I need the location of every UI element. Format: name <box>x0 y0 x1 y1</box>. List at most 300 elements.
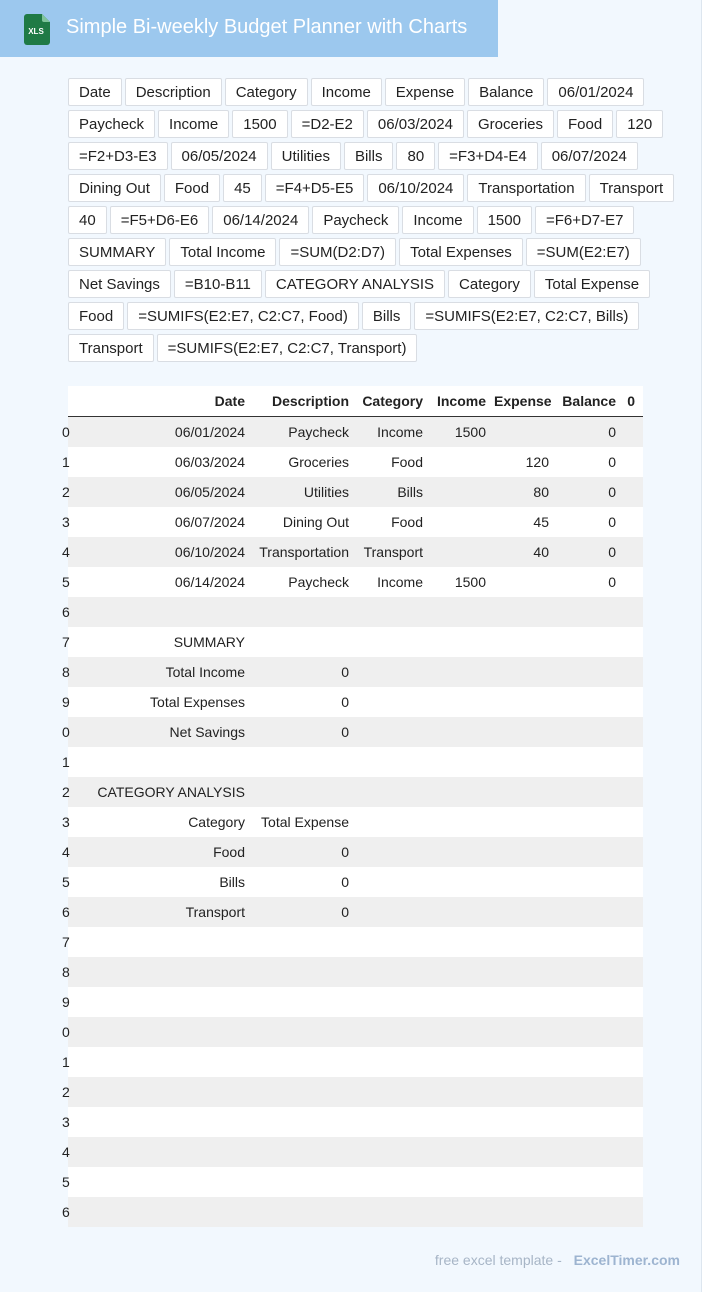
table-cell <box>624 687 643 717</box>
table-cell <box>494 867 557 897</box>
column-header: Category <box>357 386 431 417</box>
table-cell <box>253 1077 357 1107</box>
formula-cell-chip[interactable]: =F6+D7-E7 <box>535 206 635 234</box>
table-cell <box>557 597 624 627</box>
table-cell <box>431 597 494 627</box>
row-index: 7 <box>62 634 70 650</box>
table-row <box>68 987 643 1017</box>
table-cell: Income <box>377 574 423 590</box>
table-cell <box>431 1167 494 1197</box>
table-row <box>68 867 643 897</box>
table-cell <box>357 1197 431 1227</box>
table-cell <box>357 597 431 627</box>
formula-cell-chip[interactable]: =SUM(D2:D7) <box>279 238 396 266</box>
table-cell <box>431 627 494 657</box>
table-cell <box>557 1077 624 1107</box>
row-index: 6 <box>62 904 70 920</box>
formula-cell-chip[interactable]: Food <box>68 302 124 330</box>
table-cell <box>431 927 494 957</box>
table-row <box>68 1167 643 1197</box>
row-index: 8 <box>62 664 70 680</box>
table-cell <box>80 927 253 957</box>
table-cell <box>624 807 643 837</box>
row-index: 2 <box>62 484 70 500</box>
table-cell <box>624 1197 643 1227</box>
row-index: 0 <box>62 1024 70 1040</box>
formula-cell-chip[interactable]: Bills <box>362 302 412 330</box>
formula-cell-chip[interactable]: 1500 <box>232 110 287 138</box>
formula-cell-chip[interactable]: Bills <box>344 142 394 170</box>
formula-cell-chip[interactable]: Balance <box>468 78 544 106</box>
table-cell <box>431 477 494 507</box>
table-cell <box>624 867 643 897</box>
table-cell: Total Expenses <box>150 694 245 710</box>
formula-cell-chip[interactable]: 06/14/2024 <box>212 206 309 234</box>
formula-cell-chip[interactable]: CATEGORY ANALYSIS <box>265 270 445 298</box>
table-cell <box>494 1167 557 1197</box>
row-index: 5 <box>62 574 70 590</box>
table-cell: Utilities <box>303 484 349 500</box>
column-header: Date <box>80 386 253 417</box>
table-cell <box>624 1137 643 1167</box>
table-cell: Dining Out <box>282 514 349 530</box>
spreadsheet-preview <box>62 386 643 1227</box>
row-index: 1 <box>62 754 70 770</box>
formula-cell-chip[interactable]: =SUMIFS(E2:E7, C2:C7, Transport) <box>157 334 418 362</box>
formula-cell-chip[interactable]: Expense <box>385 78 465 106</box>
table-cell <box>357 1107 431 1137</box>
table-cell <box>357 897 431 927</box>
table-cell <box>431 837 494 867</box>
formula-cell-list <box>68 78 692 362</box>
table-cell <box>494 807 557 837</box>
table-cell <box>431 1047 494 1077</box>
table-cell: CATEGORY ANALYSIS <box>97 784 245 800</box>
footer <box>435 1252 680 1268</box>
table-cell: 0 <box>341 724 349 740</box>
table-cell <box>431 687 494 717</box>
table-cell <box>624 957 643 987</box>
footer-brand-link[interactable]: ExcelTimer.com <box>573 1252 680 1268</box>
table-row <box>68 627 643 657</box>
table-cell <box>80 1107 253 1137</box>
table-cell: 0 <box>608 574 616 590</box>
table-cell <box>494 687 557 717</box>
row-index: 6 <box>62 1204 70 1220</box>
table-cell <box>431 747 494 777</box>
table-cell: 0 <box>608 454 616 470</box>
column-header: Income <box>431 386 494 417</box>
formula-cell-chip[interactable]: 06/01/2024 <box>547 78 644 106</box>
formula-cell-chip[interactable]: Food <box>557 110 613 138</box>
formula-cell-chip[interactable]: 1500 <box>477 206 532 234</box>
table-cell <box>357 807 431 837</box>
row-index: 3 <box>62 1114 70 1130</box>
row-index: 5 <box>62 1174 70 1190</box>
formula-cell-chip[interactable]: =F3+D4-E4 <box>438 142 538 170</box>
formula-cell-chip[interactable]: Description <box>125 78 222 106</box>
formula-cell-chip[interactable]: SUMMARY <box>68 238 166 266</box>
table-cell <box>431 507 494 537</box>
column-header: Description <box>253 386 357 417</box>
table-cell: 40 <box>533 544 549 560</box>
table-cell <box>253 1167 357 1197</box>
table-cell <box>431 447 494 477</box>
table-cell <box>253 597 357 627</box>
table-cell <box>494 1137 557 1167</box>
table-cell <box>431 777 494 807</box>
table-cell <box>494 417 557 448</box>
table-cell: 06/05/2024 <box>174 484 245 500</box>
table-cell: 0 <box>341 904 349 920</box>
column-header: Balance <box>557 386 624 417</box>
table-cell <box>80 1197 253 1227</box>
formula-cell-chip[interactable]: Dining Out <box>68 174 161 202</box>
formula-cell-chip[interactable]: Paycheck <box>312 206 399 234</box>
table-cell: 06/03/2024 <box>174 454 245 470</box>
table-cell <box>624 567 643 597</box>
table-cell <box>357 867 431 897</box>
table-row <box>68 777 643 807</box>
table-cell: 0 <box>608 484 616 500</box>
table-cell <box>80 1017 253 1047</box>
formula-cell-chip[interactable]: =F5+D6-E6 <box>110 206 210 234</box>
table-row <box>68 477 643 507</box>
table-cell <box>80 747 253 777</box>
table-cell <box>557 657 624 687</box>
table-cell <box>494 657 557 687</box>
formula-cell-chip[interactable]: Net Savings <box>68 270 171 298</box>
formula-cell-chip[interactable]: Transport <box>589 174 675 202</box>
table-cell <box>431 717 494 747</box>
formula-cell-chip[interactable]: Total Income <box>169 238 276 266</box>
table-cell <box>557 837 624 867</box>
formula-cell-chip[interactable]: Income <box>311 78 382 106</box>
table-cell <box>253 957 357 987</box>
table-row <box>68 1107 643 1137</box>
table-row <box>68 1197 643 1227</box>
table-cell: 0 <box>341 874 349 890</box>
footer-text: free excel template - <box>434 1252 562 1268</box>
table-cell <box>557 717 624 747</box>
table-cell: 45 <box>533 514 549 530</box>
table-cell <box>624 1047 643 1077</box>
table-cell <box>557 1197 624 1227</box>
table-cell <box>357 747 431 777</box>
formula-cell-chip[interactable]: Income <box>158 110 229 138</box>
column-header: 0 <box>624 386 643 417</box>
table-cell: 1500 <box>454 574 486 590</box>
table-cell <box>431 1197 494 1227</box>
table-cell <box>357 927 431 957</box>
formula-cell-chip[interactable]: Category <box>448 270 531 298</box>
table-cell <box>80 1167 253 1197</box>
table-cell: Paycheck <box>288 574 349 590</box>
formula-cell-chip[interactable]: =SUMIFS(E2:E7, C2:C7, Food) <box>127 302 359 330</box>
table-body <box>62 417 643 1228</box>
table-cell <box>494 777 557 807</box>
table-cell <box>624 1107 643 1137</box>
table-cell <box>557 1167 624 1197</box>
table-cell: Transport <box>363 544 423 560</box>
table-cell <box>624 987 643 1017</box>
table-cell <box>431 537 494 567</box>
table-cell <box>494 927 557 957</box>
table-cell: 0 <box>608 514 616 530</box>
svg-text:XLS: XLS <box>28 27 44 36</box>
formula-cell-chip[interactable]: Transportation <box>467 174 585 202</box>
table-cell <box>624 627 643 657</box>
row-index: 1 <box>62 454 70 470</box>
table-row <box>68 807 643 837</box>
table-cell: 06/14/2024 <box>174 574 245 590</box>
table-cell <box>431 957 494 987</box>
table-cell <box>80 1047 253 1077</box>
table-cell <box>357 657 431 687</box>
table-row <box>68 837 643 867</box>
table-cell <box>253 777 357 807</box>
table-cell <box>357 1137 431 1167</box>
formula-cell-chip[interactable]: 06/03/2024 <box>367 110 464 138</box>
table-cell: SUMMARY <box>173 634 245 650</box>
table-cell <box>557 1017 624 1047</box>
formula-cell-chip[interactable]: =F2+D3-E3 <box>68 142 168 170</box>
table-cell <box>557 1137 624 1167</box>
formula-cell-chip[interactable]: 120 <box>616 110 663 138</box>
table-cell <box>357 1077 431 1107</box>
table-cell <box>253 927 357 957</box>
table-cell: Groceries <box>288 454 349 470</box>
table-row <box>68 507 643 537</box>
table-cell <box>357 717 431 747</box>
table-cell <box>253 747 357 777</box>
table-row <box>68 567 643 597</box>
table-cell <box>557 627 624 657</box>
table-cell <box>431 807 494 837</box>
table-cell <box>624 1167 643 1197</box>
table-cell: Income <box>377 424 423 440</box>
table-cell <box>357 837 431 867</box>
row-index: 5 <box>62 874 70 890</box>
table-cell <box>80 987 253 1017</box>
table-cell <box>494 567 557 597</box>
table-cell <box>557 687 624 717</box>
table-cell <box>357 1167 431 1197</box>
row-index: 9 <box>62 694 70 710</box>
table-cell <box>624 447 643 477</box>
table-cell <box>624 597 643 627</box>
table-cell <box>624 747 643 777</box>
row-index: 0 <box>62 424 70 440</box>
table-cell <box>557 747 624 777</box>
table-row <box>68 747 643 777</box>
formula-cell-chip[interactable]: Category <box>225 78 308 106</box>
table-cell <box>80 957 253 987</box>
formula-cell-chip[interactable]: =F4+D5-E5 <box>265 174 365 202</box>
formula-cell-chip[interactable]: =B10-B11 <box>174 270 262 298</box>
table-cell: Food <box>213 844 245 860</box>
formula-cell-chip[interactable]: Paycheck <box>68 110 155 138</box>
table-header-row <box>68 386 643 417</box>
table-cell: Category <box>188 814 245 830</box>
row-index: 3 <box>62 814 70 830</box>
table-cell: Total Expense <box>261 814 349 830</box>
xls-file-icon <box>24 14 50 45</box>
table-row <box>68 657 643 687</box>
table-row <box>68 417 643 448</box>
formula-cell-chip[interactable]: 06/10/2024 <box>367 174 464 202</box>
formula-cell-chip[interactable]: Food <box>164 174 220 202</box>
table-cell: 0 <box>341 664 349 680</box>
table-cell <box>624 537 643 567</box>
row-index: 9 <box>62 994 70 1010</box>
table-row <box>68 687 643 717</box>
table-cell: 06/10/2024 <box>174 544 245 560</box>
row-index: 3 <box>62 514 70 530</box>
table-cell <box>624 417 643 448</box>
table-cell <box>253 627 357 657</box>
table-cell: Net Savings <box>169 724 245 740</box>
table-row <box>68 1137 643 1167</box>
page-title: Simple Bi-weekly Budget Planner with Charts <box>66 16 468 38</box>
table-cell <box>494 897 557 927</box>
table-cell <box>557 957 624 987</box>
table-cell <box>624 1077 643 1107</box>
table-cell <box>557 1107 624 1137</box>
table-cell <box>624 837 643 867</box>
table-cell <box>624 777 643 807</box>
table-cell <box>494 717 557 747</box>
table-cell <box>253 1017 357 1047</box>
table-cell: Transportation <box>259 544 349 560</box>
table-cell: Transport <box>185 904 245 920</box>
table-cell <box>624 927 643 957</box>
table-row <box>68 957 643 987</box>
table-cell: 06/07/2024 <box>174 514 245 530</box>
table-cell <box>431 657 494 687</box>
table-cell <box>557 867 624 897</box>
table-row <box>68 897 643 927</box>
column-header: Expense <box>494 386 557 417</box>
table-cell: 1500 <box>454 424 486 440</box>
table-cell <box>357 957 431 987</box>
table-cell <box>357 1017 431 1047</box>
row-index: 0 <box>62 724 70 740</box>
table-cell <box>557 807 624 837</box>
table-cell <box>494 837 557 867</box>
formula-cell-chip[interactable]: Utilities <box>271 142 341 170</box>
table-cell <box>624 897 643 927</box>
formula-cell-chip[interactable]: Groceries <box>467 110 554 138</box>
table-cell <box>557 1047 624 1077</box>
formula-cell-chip[interactable]: Transport <box>68 334 154 362</box>
table-cell <box>494 1017 557 1047</box>
table-cell: Paycheck <box>288 424 349 440</box>
formula-cell-chip[interactable]: Total Expenses <box>399 238 523 266</box>
formula-cell-chip[interactable]: Date <box>68 78 122 106</box>
table-cell <box>494 597 557 627</box>
row-index: 6 <box>62 604 70 620</box>
table-cell: 06/01/2024 <box>174 424 245 440</box>
table-cell <box>431 1107 494 1137</box>
table-cell <box>253 1197 357 1227</box>
formula-cell-chip[interactable]: 40 <box>68 206 107 234</box>
budget-table <box>62 386 643 1227</box>
table-cell <box>80 1137 253 1167</box>
table-cell <box>357 987 431 1017</box>
table-cell <box>494 1107 557 1137</box>
table-cell <box>624 1017 643 1047</box>
table-cell <box>494 627 557 657</box>
row-index: 2 <box>62 784 70 800</box>
table-cell <box>431 897 494 927</box>
table-cell <box>431 987 494 1017</box>
formula-cell-chip[interactable]: 80 <box>396 142 435 170</box>
table-cell <box>431 1137 494 1167</box>
formula-cell-chip[interactable]: 06/07/2024 <box>541 142 638 170</box>
formula-cell-chip[interactable]: Total Expense <box>534 270 650 298</box>
formula-cell-chip[interactable]: =SUM(E2:E7) <box>526 238 641 266</box>
table-cell: 80 <box>533 484 549 500</box>
row-index: 4 <box>62 1144 70 1160</box>
table-cell <box>253 1107 357 1137</box>
table-cell <box>624 507 643 537</box>
table-cell <box>494 1197 557 1227</box>
table-cell <box>80 597 253 627</box>
table-row <box>68 1077 643 1107</box>
table-cell: 0 <box>341 694 349 710</box>
table-cell <box>431 867 494 897</box>
table-cell <box>494 747 557 777</box>
row-index: 4 <box>62 544 70 560</box>
row-index: 2 <box>62 1084 70 1100</box>
table-cell: Bills <box>219 874 245 890</box>
table-cell: Total Income <box>165 664 245 680</box>
table-cell <box>557 927 624 957</box>
table-row <box>68 537 643 567</box>
table-cell <box>557 897 624 927</box>
formula-cell-chip[interactable]: =D2-E2 <box>291 110 364 138</box>
title-bar <box>0 0 498 57</box>
formula-cell-chip[interactable]: Income <box>402 206 473 234</box>
table-cell <box>80 1077 253 1107</box>
table-row <box>68 927 643 957</box>
table-cell <box>494 987 557 1017</box>
table-cell <box>357 687 431 717</box>
table-cell <box>253 987 357 1017</box>
row-index: 1 <box>62 1054 70 1070</box>
table-cell <box>494 1047 557 1077</box>
column-header <box>68 386 80 417</box>
row-index: 8 <box>62 964 70 980</box>
table-cell <box>253 1137 357 1167</box>
formula-cell-chip[interactable]: 45 <box>223 174 262 202</box>
table-row <box>68 1047 643 1077</box>
table-cell: 0 <box>341 844 349 860</box>
table-cell <box>357 627 431 657</box>
table-cell <box>624 657 643 687</box>
table-cell <box>557 777 624 807</box>
table-cell: 120 <box>525 454 549 470</box>
table-cell: 0 <box>608 424 616 440</box>
formula-cell-chip[interactable]: =SUMIFS(E2:E7, C2:C7, Bills) <box>414 302 639 330</box>
table-cell <box>431 1017 494 1047</box>
table-cell <box>494 1077 557 1107</box>
table-row <box>68 717 643 747</box>
formula-cell-chip[interactable]: 06/05/2024 <box>171 142 268 170</box>
table-cell <box>431 1077 494 1107</box>
table-row <box>68 597 643 627</box>
